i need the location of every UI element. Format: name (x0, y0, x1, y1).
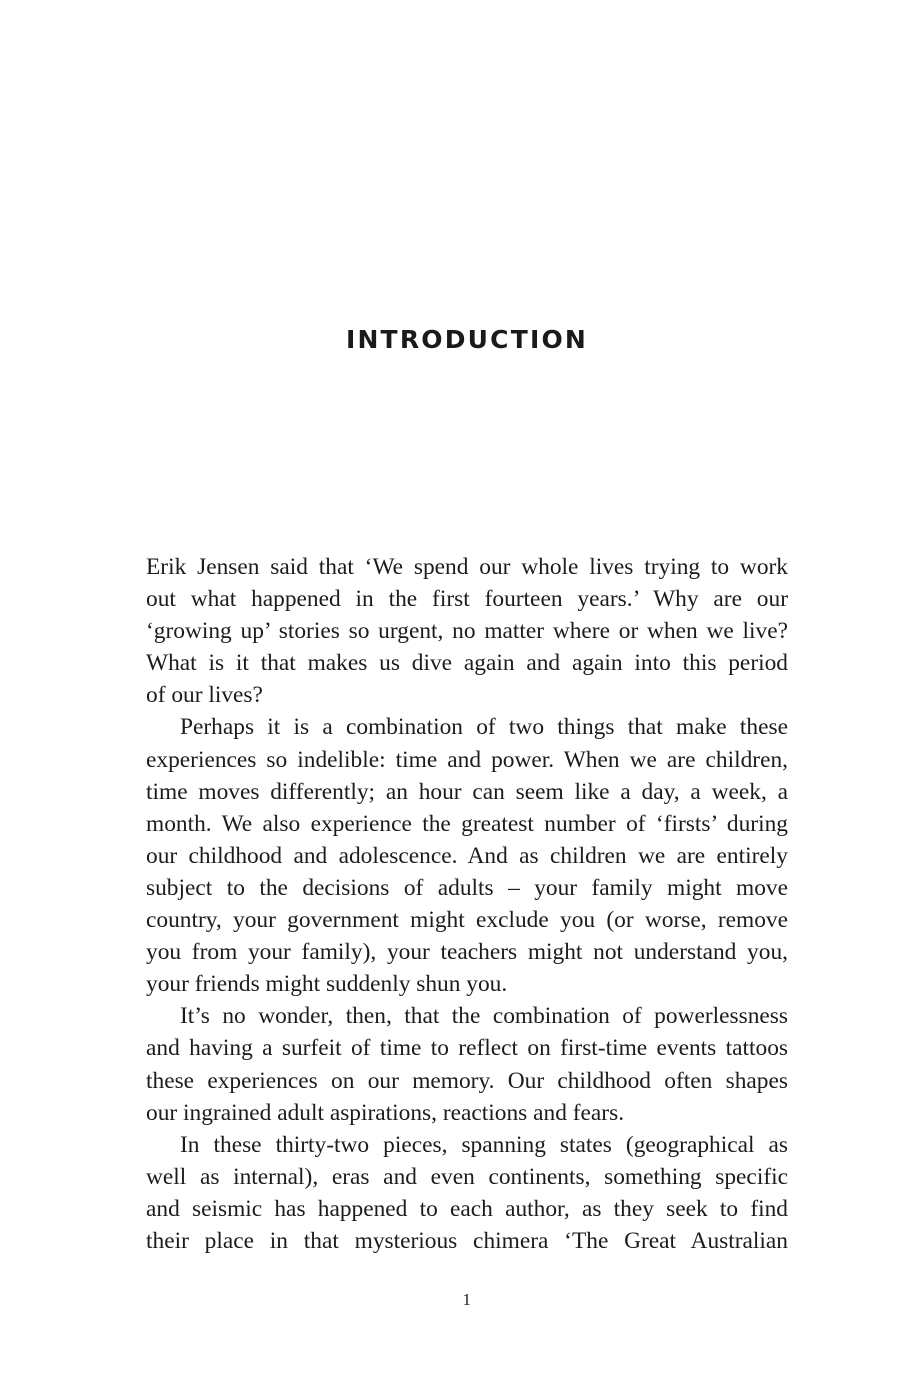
text-line: subject to the decisions of adults – your family might move (146, 874, 788, 901)
text-line: Erik Jensen said that ‘We spend our whole lives trying to work (146, 554, 788, 580)
text-line: your friends might suddenly shun you. (146, 971, 508, 998)
paragraph-3 (146, 1000, 788, 1128)
text-line: our ingrained adult aspirations, reactions and fears. (146, 1099, 625, 1126)
text-line: What is it that makes us dive again and again into this period (146, 650, 788, 677)
text-line: and having a surfeit of time to reflect on first-time events tattoos (146, 1035, 788, 1062)
text-line: Perhaps it is a combination of two things that make these (180, 714, 788, 741)
text-line: our childhood and adolescence. And as children we are entirely (146, 842, 788, 869)
chapter-title: INTRODUCTION (345, 325, 589, 354)
text-line: It’s no wonder, then, that the combination of powerlessness (180, 1003, 788, 1030)
paragraph-2 (146, 711, 788, 1000)
text-line: out what happened in the first fourteen years.’ Why are our (146, 586, 788, 613)
text-line: month. We also experience the greatest number of ‘firsts’ during (146, 810, 788, 837)
text-line: these experiences on our memory. Our childhood often shapes (146, 1067, 788, 1094)
text-line: experiences so indelible: time and power. When we are children, (146, 746, 788, 773)
text-line: country, your government might exclude you (or worse, remove (146, 907, 788, 934)
text-line: time moves differently; an hour can seem like a day, a week, a (146, 778, 788, 805)
text-line: you from your family), your teachers might not understand you, (146, 939, 788, 966)
text-line: well as internal), eras and even continents, something specific (146, 1163, 788, 1190)
text-line: ‘growing up’ stories so urgent, no matter where or when we live? (146, 618, 788, 645)
text-line: In these thirty-two pieces, spanning states (geographical as (180, 1131, 788, 1158)
body-text (146, 551, 788, 1257)
paragraph-4 (146, 1129, 788, 1257)
text-line: and seismic has happened to each author, as they seek to find (146, 1195, 788, 1222)
paragraph-1 (146, 551, 788, 711)
text-line: of our lives? (146, 682, 263, 709)
page-number: 1 (462, 1290, 472, 1309)
text-line: their place in that mysterious chimera ‘The Great Australian (146, 1227, 788, 1254)
